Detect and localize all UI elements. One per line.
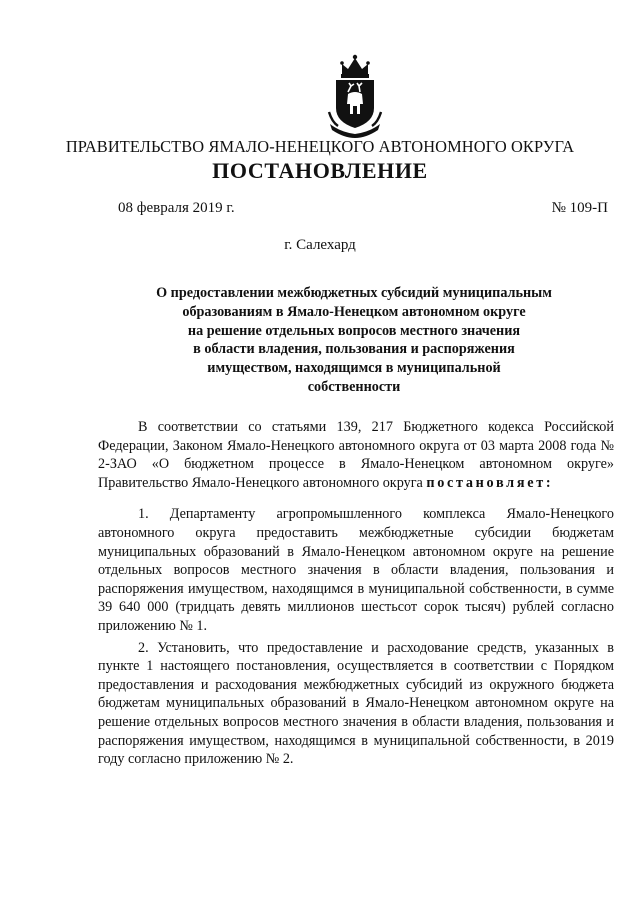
document-title [118,284,590,397]
preamble-paragraph [98,418,614,492]
document-type: ПОСТАНОВЛЕНИЕ [212,158,428,183]
document-body [98,418,614,769]
title-line: образованиям в Ямало-Ненецком автономном округе [182,303,526,320]
title-line: О предоставлении межбюджетных субсидий муниципальным [156,285,552,301]
document-number: № 109-П [551,200,608,216]
title-line: на решение отдельных вопросов местного значения [187,322,521,339]
resolution-verb: постановляет [426,474,546,491]
document-date: 08 февраля 2019 г. [118,200,235,216]
item-paragraph-2: 2. Установить, что предоставление и расходование средств, указанных в пункте 1 настоящего постановления, осуществляется в соответствии с Порядком предоставления и расходования межбюджетных субсидий из окружного бюджета бюджетам муниципальных образований в Ямало-Ненецком автономном округе на решение отдельных вопросов местного значения в области владения, пользования и распоряжения имуществом, находящимся в муниципальной собственности, в 2019 году согласно приложению № 2. [98,639,614,768]
title-line: собственности [307,378,401,395]
preamble-text: В соответствии со статьями 139, 217 Бюджетного кодекса Российской Федерации, Законом Ямало-Ненецкого автономного округа от 03 марта 2008 года № 2-ЗАО «О бюджетном процессе в Ямало-Ненецком автономном округе» Правительство Ямало-Ненецкого автономного округа [98,419,614,491]
resolution-verb-colon: : [545,474,551,491]
title-line: в области владения, пользования и распоряжения [193,341,515,358]
organization-name: ПРАВИТЕЛЬСТВО ЯМАЛО-НЕНЕЦКОГО АВТОНОМНОГО ОКРУГА [65,137,575,156]
document-city: г. Салехард [284,237,356,253]
item-paragraph-1: 1. Департаменту агропромышленного комплекса Ямало-Ненецкого автономного округа предоставить межбюджетные субсидии бюджетам муниципальных образований в Ямало-Ненецком автономном округе на решение отдельных вопросов местного значения в области владения, пользования и распоряжения имуществом, находящимся в муниципальной собственности, в сумме 39 640 000 (тридцать девять миллионов шестьсот сорок тысяч) рублей согласно приложению № 1. [98,506,614,634]
title-line: имуществом, находящимся в муниципальной [207,360,501,377]
coat-of-arms-icon [326,52,384,138]
